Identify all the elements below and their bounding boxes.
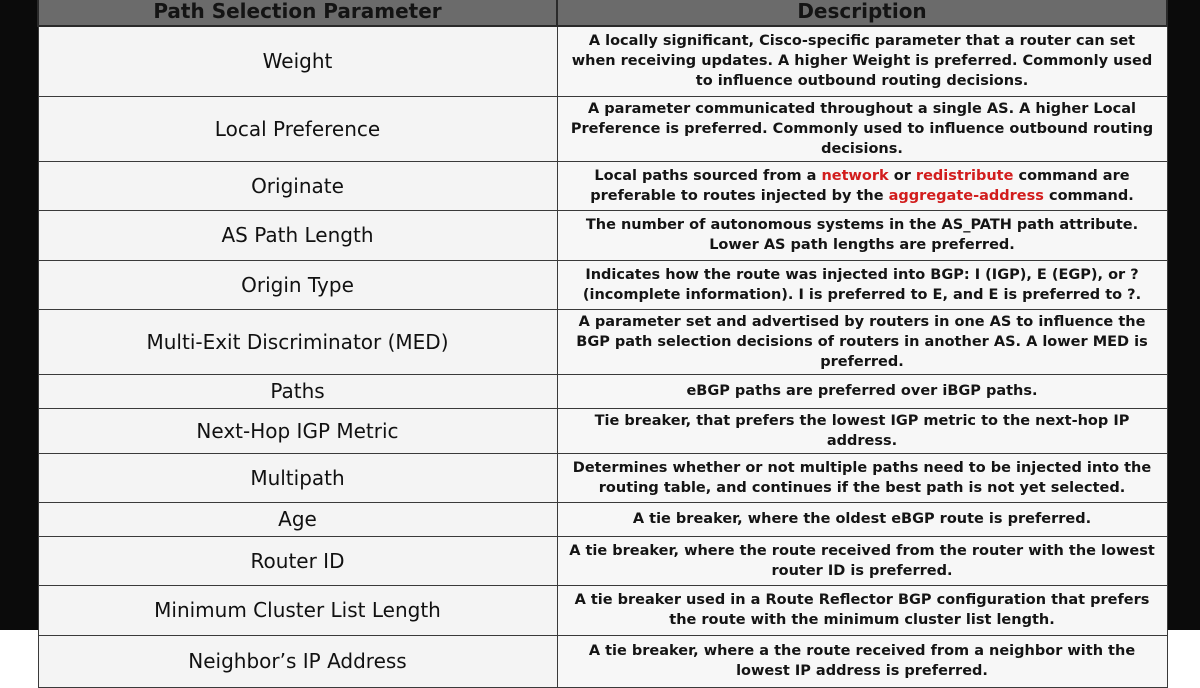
table-row-router-id <box>38 536 1167 585</box>
desc-neighbors-ip-address: A tie breaker, where a the route received from a neighbor with the lowest IP address is preferred. <box>557 635 1167 687</box>
table-row-origin-type <box>38 260 1167 309</box>
param-paths: Paths <box>38 374 557 408</box>
right-frame-edge <box>1164 0 1200 630</box>
desc-minimum-cluster-list-length: A tie breaker used in a Route Reflector BGP configuration that prefers the route with the minimum cluster list length. <box>557 585 1167 635</box>
desc-as-path-length: The number of autonomous systems in the AS_PATH path attribute. Lower AS path lengths are preferred. <box>557 210 1167 260</box>
header-path-selection-parameter: Path Selection Parameter <box>38 0 557 26</box>
param-weight: Weight <box>38 26 557 96</box>
table-row-originate <box>38 161 1167 210</box>
table-row-neighbors-ip-address <box>38 635 1167 687</box>
bgp-path-selection-table <box>37 0 1168 688</box>
keyword-redistribute: redistribute <box>915 167 1014 184</box>
param-as-path-length: AS Path Length <box>38 210 557 260</box>
desc-age: A tie breaker, where the oldest eBGP route is preferred. <box>557 502 1167 536</box>
desc-multipath: Determines whether or not multiple paths need to be injected into the routing table, and continues if the best path is not yet selected. <box>557 453 1167 502</box>
desc-next-hop-igp-metric: Tie breaker, that prefers the lowest IGP metric to the next-hop IP address. <box>557 408 1167 453</box>
header-description: Description <box>557 0 1167 26</box>
param-neighbors-ip-address: Neighbor’s IP Address <box>38 635 557 687</box>
keyword-aggregate-address: aggregate-address <box>888 187 1044 204</box>
table-row-as-path-length <box>38 210 1167 260</box>
param-age: Age <box>38 502 557 536</box>
desc-originate-text-1: Local paths sourced from a <box>594 167 822 184</box>
desc-weight: A locally significant, Cisco-specific parameter that a router can set when receiving updates. A higher Weight is preferred. Commonly used to influence outbound routing decisions. <box>557 26 1167 96</box>
table-row-next-hop-igp-metric <box>38 408 1167 453</box>
param-multipath: Multipath <box>38 453 557 502</box>
table-row-multipath <box>38 453 1167 502</box>
param-next-hop-igp-metric: Next-Hop IGP Metric <box>38 408 557 453</box>
table-row-med <box>38 309 1167 374</box>
param-minimum-cluster-list-length: Minimum Cluster List Length <box>38 585 557 635</box>
desc-originate <box>557 161 1167 210</box>
desc-router-id: A tie breaker, where the route received from the router with the lowest router ID is preferred. <box>557 536 1167 585</box>
bgp-path-selection-table-container <box>37 0 1166 688</box>
desc-paths: eBGP paths are preferred over iBGP paths. <box>557 374 1167 408</box>
keyword-network: network <box>821 167 889 184</box>
table-row-local-preference <box>38 96 1167 161</box>
header-row <box>38 0 1167 26</box>
param-local-preference: Local Preference <box>38 96 557 161</box>
desc-local-preference: A parameter communicated throughout a single AS. A higher Local Preference is preferred. Commonly used to influence outbound routing decisions. <box>557 96 1167 161</box>
table-row-minimum-cluster-list-length <box>38 585 1167 635</box>
table-row-weight <box>38 26 1167 96</box>
param-med: Multi-Exit Discriminator (MED) <box>38 309 557 374</box>
param-origin-type: Origin Type <box>38 260 557 309</box>
desc-med: A parameter set and advertised by routers in one AS to influence the BGP path selection decisions of routers in another AS. A lower MED is preferred. <box>557 309 1167 374</box>
left-frame-edge <box>0 0 38 630</box>
desc-originate-text-3: command are preferable to routes injected by the <box>590 167 1130 204</box>
param-originate: Originate <box>38 161 557 210</box>
table-row-paths <box>38 374 1167 408</box>
desc-originate-text-4: command. <box>1043 187 1134 204</box>
desc-origin-type: Indicates how the route was injected into BGP: I (IGP), E (EGP), or ? (incomplete information). I is preferred to E, and E is preferred to ?. <box>557 260 1167 309</box>
desc-originate-text-2: or <box>888 167 916 184</box>
table-row-age <box>38 502 1167 536</box>
param-router-id: Router ID <box>38 536 557 585</box>
